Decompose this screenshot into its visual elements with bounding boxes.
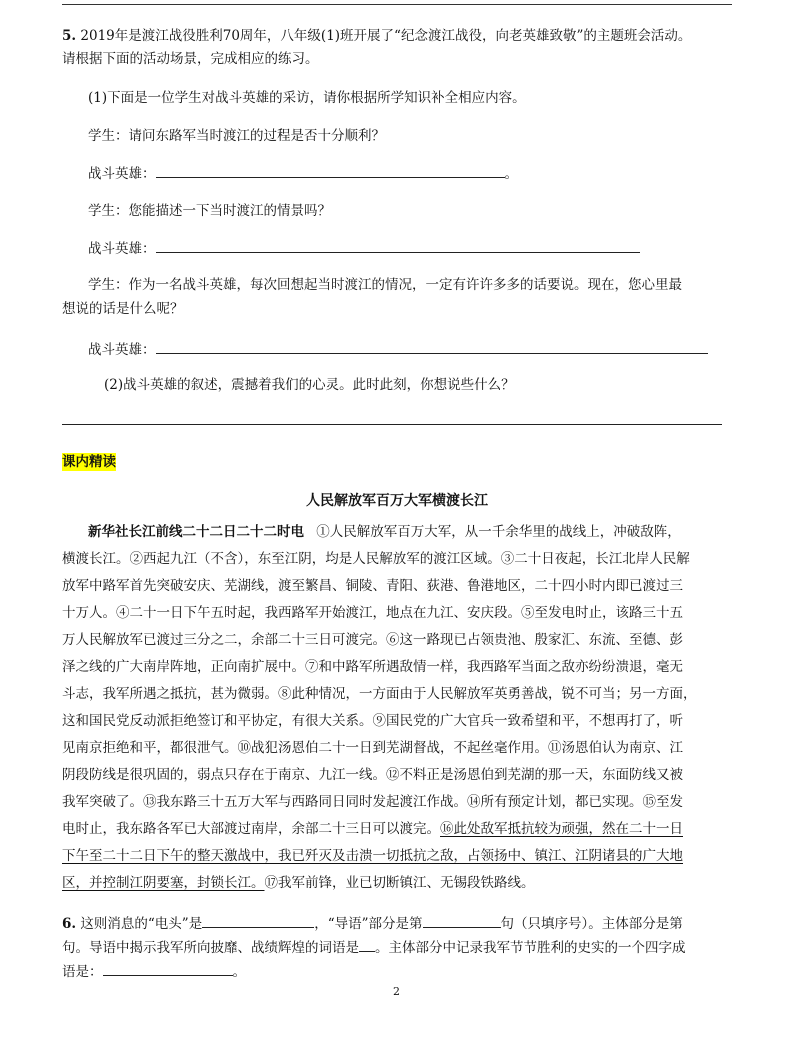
- dialog-text: 请问东路军当时渡江的过程是否十分顺利？: [128, 128, 385, 144]
- q5-stem-line2: 请根据下面的活动场景，完成相应的练习。: [62, 51, 319, 67]
- q6-text: 这则消息的“电头”是: [80, 916, 203, 932]
- article-line-4: 十万人。④二十一日下午五时起，我西路军开始渡江，地点在九江、安庆段。⑤至发电时止，该路三十五: [62, 605, 683, 621]
- article-text: 电时止，我东路各军已大部渡过南岸，余部二十三日可以渡完。: [62, 821, 440, 837]
- answer-blank-1[interactable]: [156, 163, 505, 178]
- q6-text: 。: [232, 964, 246, 980]
- page-number: 2: [393, 985, 400, 998]
- q6-text: ，“导语”部分是第: [314, 916, 423, 932]
- header-rule: [62, 4, 732, 5]
- q6-blank-word[interactable]: [359, 937, 375, 952]
- q5-part1-prompt: (1)下面是一位学生对战斗英雄的采访，请你根据所学知识补全相应内容。: [88, 90, 526, 106]
- q6-line3: [62, 961, 246, 982]
- answer-blank-3[interactable]: [156, 339, 708, 354]
- article-text: ①人民解放军百万大军，从一千余华里的战线上，冲破敌阵，: [316, 524, 681, 540]
- article-line-7: 斗志，我军所遇之抵抗，甚为微弱。⑧此种情况，一方面由于人民解放军英勇善战，锐不可当；另一方面，: [62, 686, 697, 702]
- dialog-hero-1: [88, 163, 518, 184]
- article-line-9: 见南京拒绝和平，都很泄气。⑩战犯汤恩伯二十一日到芜湖督战，不起丝毫作用。⑪汤恩伯认为南京、江: [62, 740, 683, 756]
- q6-line1: [62, 913, 683, 934]
- article-line-12: [62, 819, 683, 839]
- answer-blank-2[interactable]: [156, 238, 640, 253]
- article-line-1: [88, 522, 681, 542]
- article-text: ⑰我军前锋，业已切断镇江、无锡段铁路线。: [264, 875, 535, 891]
- q6-text: 。主体部分中记录我军节节胜利的史实的一个四字成: [375, 940, 686, 956]
- dialog-hero-3: [88, 339, 708, 360]
- dialog-text: 作为一名战斗英雄，每次回想起当时渡江的情况，一定有许许多多的话要说。现在，您心里最: [128, 277, 682, 293]
- dialog-hero-2: [88, 238, 640, 259]
- q6-text: 语是：: [62, 964, 103, 980]
- article-line-6: 泽之线的广大南岸阵地，正向南扩展中。⑦和中路军所遇敌情一样，我西路军当面之敌亦纷纷溃退，毫无: [62, 659, 683, 675]
- article-underlined-text: 区，并控制江阴要塞，封锁长江。: [62, 875, 265, 891]
- dialog-student-1: [88, 126, 385, 146]
- dialog-role: 战斗英雄：: [88, 342, 156, 358]
- dialog-text: 您能描述一下当时渡江的情景吗？: [128, 203, 331, 219]
- dialog-role: 战斗英雄：: [88, 241, 156, 257]
- q6-blank-idiom[interactable]: [103, 961, 233, 976]
- q6-blank-dianto[interactable]: [202, 913, 314, 928]
- answer-line-part2[interactable]: [62, 424, 722, 425]
- dialog-student-2: [88, 201, 331, 221]
- section-label: [62, 452, 116, 472]
- article-line-2: 横渡长江。②西起九江（不含），东至江阴，均是人民解放军的渡江区域。③二十日夜起，长江北岸人民解: [62, 551, 690, 567]
- dialog-role: 学生：: [88, 128, 129, 144]
- section-label-text: 课内精读: [62, 454, 116, 470]
- article-line-10: 阴段防线是很巩固的，弱点只存在于南京、九江一线。⑫不料正是汤恩伯到芜湖的那一天，东面防线又被: [62, 767, 683, 783]
- q6-text: 句。导语中揭示我军所向披靡、战绩辉煌的词语是: [62, 940, 359, 956]
- dialog-role: 战斗英雄：: [88, 166, 156, 182]
- article-line-11: 我军突破了。⑬我东路三十五万大军与西路同日同时发起渡江作战。⑭所有预定计划，都已实现。⑮至发: [62, 794, 683, 810]
- dialog-student-3: [88, 275, 682, 295]
- dialog-student-3-line2: 想说的话是什么呢？: [62, 301, 184, 317]
- q6-text: 句（只填序号）。主体部分是第: [500, 916, 683, 932]
- q5-stem-text: 2019年是渡江战役胜利70周年，八年级(1)班开展了“纪念渡江战役，向老英雄致敬”的主题班会活动。: [80, 28, 692, 44]
- dialog-role: 学生：: [88, 277, 129, 293]
- article-title: 人民解放军百万大军横渡长江: [306, 493, 488, 509]
- article-underlined-text: ⑯此处敌军抵抗较为顽强，然在二十一日: [440, 821, 683, 837]
- article-line-13: 下午至二十二日下午的整天激战中，我已歼灭及击溃一切抵抗之敌，占领扬中、镇江、江阴诸县的广大地: [62, 848, 683, 864]
- article-line-3: 放军中路军首先突破安庆、芜湖线，渡至繁昌、铜陵、青阳、荻港、鲁港地区，二十四小时内即已渡过三: [62, 578, 683, 594]
- article-dateline: 新华社长江前线二十二日二十二时电: [88, 524, 304, 540]
- article-line-5: 万人民解放军已渡过三分之二，余部二十三日可渡完。⑥这一路现已占领贵池、殷家汇、东流、至德、彭: [62, 632, 683, 648]
- article-line-14: [62, 873, 535, 893]
- dialog-tail: 。: [504, 166, 518, 182]
- q6-number: 6.: [62, 916, 77, 932]
- q6-blank-daoyu[interactable]: [423, 913, 501, 928]
- dialog-role: 学生：: [88, 203, 129, 219]
- q5-number: 5.: [62, 28, 77, 44]
- q5-part2-prompt: (2)战斗英雄的叙述，震撼着我们的心灵。此时此刻，你想说些什么？: [104, 377, 515, 393]
- q5-stem-line1: [62, 26, 691, 46]
- q6-line2: [62, 937, 686, 958]
- article-line-8: 这和国民党反动派拒绝签订和平协定，有很大关系。⑨国民党的广大官兵一致希望和平，不想再打了，听: [62, 713, 683, 729]
